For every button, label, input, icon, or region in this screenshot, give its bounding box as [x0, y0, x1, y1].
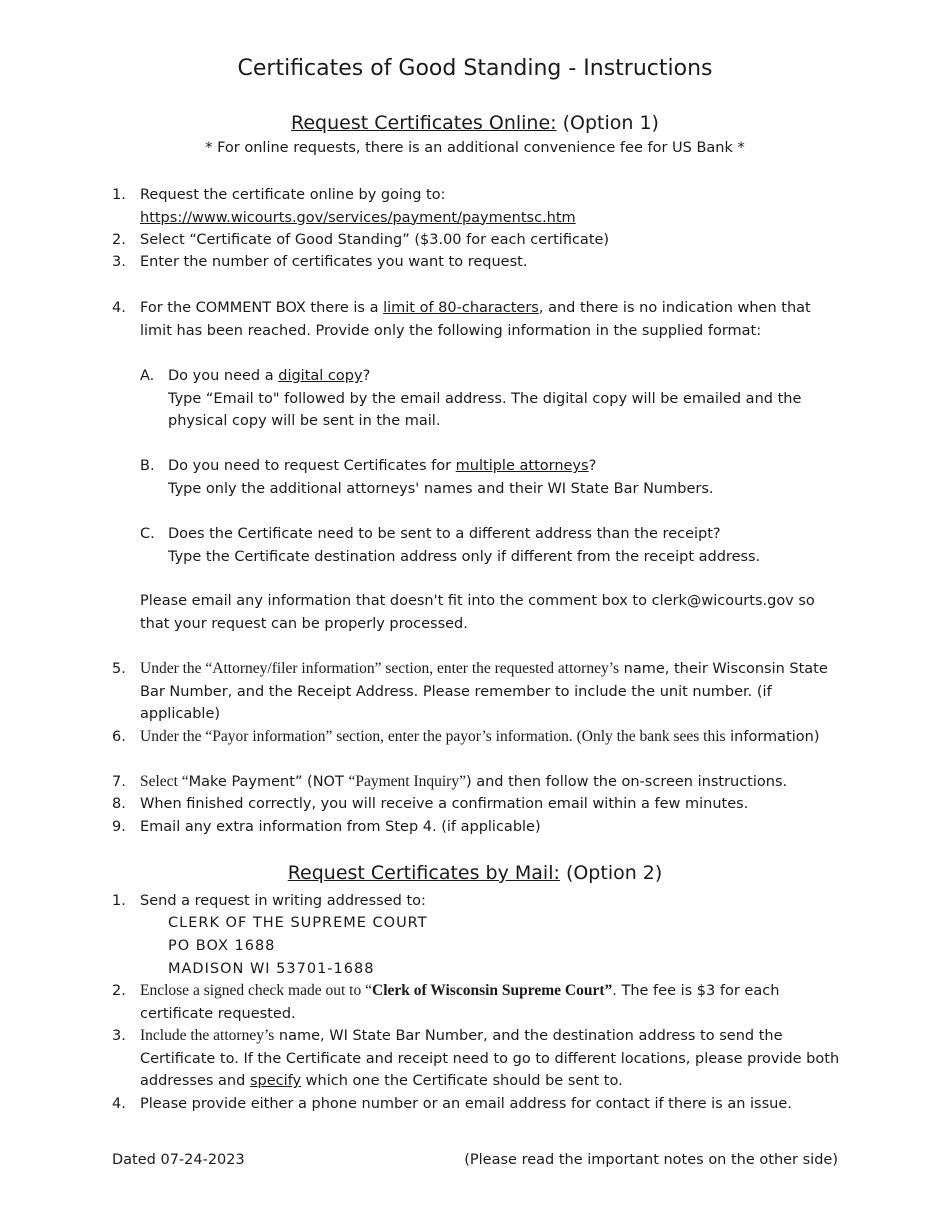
other-side-note: (Please read the important notes on the other side): [464, 1152, 838, 1168]
step-text-serif: Select “: [140, 773, 189, 790]
step-text: . The fee is $3 for each certificate requested.: [140, 983, 780, 1022]
step-text-serif: Under the “Attorney/filer information” section, enter the requested attorney’s: [140, 660, 620, 677]
step-number: 1.: [112, 187, 126, 203]
mail-option-label: (Option 2): [565, 862, 663, 884]
step-number: 7.: [112, 774, 126, 790]
option-letter: C.: [140, 526, 155, 542]
step-number: 8.: [112, 796, 126, 812]
option-underlined: multiple attorneys: [455, 458, 589, 474]
online-option-label: (Option 1): [562, 112, 659, 134]
step-text: Send a request in writing addressed to:: [140, 893, 426, 909]
option-text: Do you need a: [168, 368, 279, 384]
step-number: 6.: [112, 729, 126, 745]
option-text-end: ?: [362, 368, 371, 384]
step-number: 9.: [112, 819, 126, 835]
step-text: information): [730, 729, 820, 745]
option-text-end: ?: [588, 458, 597, 474]
step-text: Email any extra information from Step 4. (if applicable): [140, 819, 541, 835]
step-text: Please provide either a phone number or an email address for contact if there is an issue.: [140, 1096, 792, 1112]
step-number: 4.: [112, 300, 126, 316]
step-number: 4.: [112, 1096, 126, 1112]
option-text: Do you need to request Certificates for: [168, 458, 456, 474]
payment-inquiry-label: “Payment Inquiry”: [348, 773, 466, 790]
step-text: Enter the number of certificates you want to request.: [140, 254, 528, 270]
payment-link[interactable]: https://www.wicourts.gov/services/payment/paymentsc.htm: [140, 209, 576, 226]
step-underlined: specify: [249, 1073, 302, 1089]
dated-label: Dated 07-24-2023: [112, 1152, 245, 1168]
email-note: Please email any information that doesn't fit into the comment box to clerk@wicourts.gov so that your request can be properly processed.: [140, 593, 815, 632]
option-text: Does the Certificate need to be sent to a different address than the receipt?: [168, 526, 721, 542]
option-detail: Type only the additional attorneys' names and their WI State Bar Numbers.: [168, 480, 714, 497]
step-text: ” (NOT: [294, 774, 349, 790]
step-text-end: ($3.00 for each certificate): [409, 232, 610, 248]
mailing-address-line-1: CLERK OF THE SUPREME COURT: [168, 915, 428, 931]
step-number: 3.: [112, 254, 126, 270]
step-text: For the COMMENT BOX there is a: [140, 300, 384, 316]
option-detail: Type “Email to" followed by the email address. The digital copy will be emailed and the physical copy will be sent in the mail.: [168, 390, 802, 429]
step-underlined: limit of 80-characters: [383, 300, 539, 316]
step-text-end: which one the Certificate should be sent to.: [301, 1073, 623, 1089]
step-text-serif: Under the “Payor information” section, enter the payor’s information. (Only the bank sees this: [140, 728, 726, 745]
online-fee-note: * For online requests, there is an additional convenience fee for US Bank *: [205, 140, 745, 156]
step-text: name, WI State Bar Number, and the destination address to send the Certificate to. If the Certificate and receipt need to go to different locations, please provide both addresses and: [140, 1028, 840, 1089]
option-letter: A.: [140, 368, 155, 384]
option-underlined: digital copy: [278, 368, 363, 384]
step-text-serif: Enclose a signed check made out to “: [140, 982, 372, 999]
online-heading-text: Request Certificates Online:: [291, 112, 557, 134]
online-section-heading: [0, 112, 950, 134]
step-number: 2.: [112, 232, 126, 248]
mail-heading-text: Request Certificates by Mail:: [287, 862, 560, 884]
mailing-address-line-3: MADISON WI 53701-1688: [168, 961, 375, 977]
step-number: 3.: [112, 1028, 126, 1044]
step-quoted: “Certificate of Good Standing”: [189, 232, 410, 248]
step-text: name, their Wisconsin State Bar Number, and the Receipt Address. Please remember to include the unit number. (if applicable): [140, 661, 828, 722]
make-payment-label: Make Payment: [188, 774, 295, 790]
page-title: Certificates of Good Standing - Instructions: [237, 56, 713, 81]
mail-section-heading: [0, 862, 950, 884]
step-number: 2.: [112, 983, 126, 999]
step-number: 5.: [112, 661, 126, 677]
payee-name: Clerk of Wisconsin Supreme Court”: [372, 982, 613, 999]
step-text-end: , and there is no indication when that limit has been reached. Provide only the following information in the supplied format:: [140, 300, 811, 339]
step-text-end: ) and then follow the on-screen instructions.: [465, 774, 788, 790]
step-text: Select: [140, 232, 190, 248]
option-letter: B.: [140, 458, 155, 474]
mailing-address-line-2: PO BOX 1688: [168, 938, 276, 954]
option-detail: Type the Certificate destination address only if different from the receipt address.: [168, 548, 761, 565]
step-text: When finished correctly, you will receive a confirmation email within a few minutes.: [140, 796, 749, 812]
step-number: 1.: [112, 893, 126, 909]
step-text-serif: Include the attorney’s: [140, 1027, 275, 1044]
step-text: Request the certificate online by going to:: [140, 187, 446, 203]
